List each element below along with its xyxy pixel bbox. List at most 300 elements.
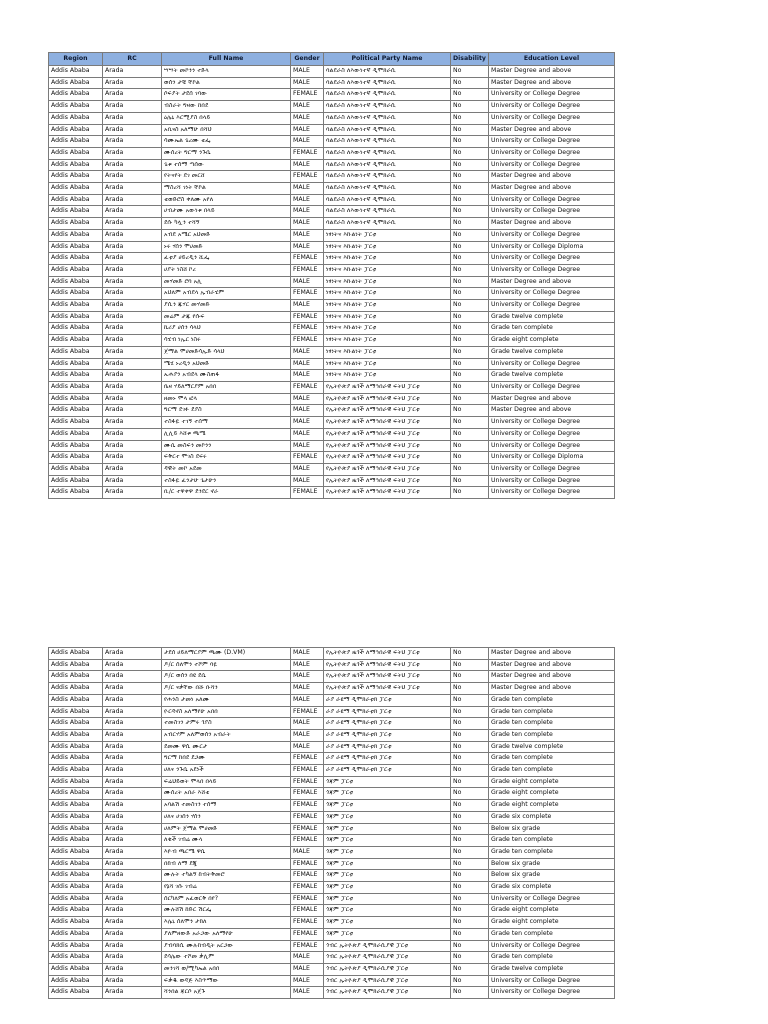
cell-political-party-name: ጎጃም ፓርቲ xyxy=(324,917,451,929)
table-row xyxy=(49,229,615,241)
cell-rc: Arada xyxy=(103,823,162,835)
cell-education-level: University or College Degree xyxy=(489,487,615,499)
cell-gender: FEMALE xyxy=(291,288,324,300)
cell-full-name: ሙሉት ተካልኝ ከብትቅመሮ xyxy=(162,870,291,882)
table-row xyxy=(49,417,615,429)
cell-political-party-name: ጎጃም ፓርቲ xyxy=(324,846,451,858)
cell-political-party-name: ነፃነትና እኩልነት ፓርቲ xyxy=(324,300,451,312)
cell-political-party-name: ነፃነትና እኩልነት ፓርቲ xyxy=(324,264,451,276)
cell-political-party-name: የኢትዮጵያ ዜጎች ለማኅበራዊ ፍትህ ፓርቲ xyxy=(324,417,451,429)
cell-rc: Arada xyxy=(103,788,162,800)
cell-full-name: ኡሐያን አብደላ ሙስጠፋ xyxy=(162,370,291,382)
cell-education-level: University or College Degree xyxy=(489,940,615,952)
cell-gender: MALE xyxy=(291,729,324,741)
cell-education-level: Grade twelve complete xyxy=(489,963,615,975)
cell-rc: Arada xyxy=(103,917,162,929)
cell-region: Addis Ababa xyxy=(49,706,103,718)
header-education-level: Education Level xyxy=(489,53,615,66)
cell-gender: MALE xyxy=(291,241,324,253)
cell-education-level: University or College Diploma xyxy=(489,241,615,253)
cell-political-party-name: የኢትዮጵያ ዜጎች ለማኅበራዊ ፍትህ ፓርቲ xyxy=(324,487,451,499)
cell-region: Addis Ababa xyxy=(49,671,103,683)
cell-education-level: Grade twelve complete xyxy=(489,741,615,753)
header-political-party-name: Political Party Name xyxy=(324,53,451,66)
table-row xyxy=(49,835,615,847)
cell-education-level: Master Degree and above xyxy=(489,659,615,671)
table-row xyxy=(49,335,615,347)
cell-rc: Arada xyxy=(103,718,162,730)
cell-disability: No xyxy=(451,741,489,753)
cell-disability: No xyxy=(451,987,489,999)
cell-education-level: Grade ten complete xyxy=(489,718,615,730)
cell-full-name: ሳሂብ ነኢር ነስሩ xyxy=(162,335,291,347)
cell-political-party-name: ነፃነትና እኩልነት ፓርቲ xyxy=(324,346,451,358)
cell-rc: Arada xyxy=(103,124,162,136)
cell-disability: No xyxy=(451,963,489,975)
cell-disability: No xyxy=(451,765,489,777)
cell-region: Addis Ababa xyxy=(49,987,103,999)
cell-full-name: የትናየት ደገ መርሸ xyxy=(162,171,291,183)
cell-rc: Arada xyxy=(103,276,162,288)
cell-education-level: Master Degree and above xyxy=(489,171,615,183)
cell-education-level: Below six grade xyxy=(489,858,615,870)
table-row xyxy=(49,452,615,464)
cell-political-party-name: ጎጃም ፓርቲ xyxy=(324,893,451,905)
cell-rc: Arada xyxy=(103,975,162,987)
cell-region: Addis Ababa xyxy=(49,159,103,171)
table-row xyxy=(49,671,615,683)
cell-education-level: Grade ten complete xyxy=(489,928,615,940)
cell-education-level: Grade eight complete xyxy=(489,800,615,812)
cell-political-party-name: ራያ ራዩማ ዲሞክራቲክ ፓርቲ xyxy=(324,729,451,741)
cell-gender: MALE xyxy=(291,440,324,452)
cell-disability: No xyxy=(451,811,489,823)
cell-disability: No xyxy=(451,776,489,788)
table-row xyxy=(49,171,615,183)
cell-disability: No xyxy=(451,159,489,171)
cell-rc: Arada xyxy=(103,846,162,858)
cell-education-level: Grade six complete xyxy=(489,882,615,894)
cell-political-party-name: ባልደራስ ለእውነተኛ ዲሞክራሲ xyxy=(324,194,451,206)
cell-rc: Arada xyxy=(103,77,162,89)
cell-rc: Arada xyxy=(103,229,162,241)
table-row xyxy=(49,800,615,812)
cell-political-party-name: ባልደራስ ለእውነተኛ ዲሞክራሲ xyxy=(324,66,451,78)
cell-education-level: Grade ten complete xyxy=(489,729,615,741)
cell-full-name: ሊሊይ እሸቱ ጫሜ xyxy=(162,428,291,440)
cell-region: Addis Ababa xyxy=(49,846,103,858)
cell-region: Addis Ababa xyxy=(49,253,103,265)
table-row xyxy=(49,870,615,882)
cell-rc: Arada xyxy=(103,253,162,265)
cell-region: Addis Ababa xyxy=(49,311,103,323)
cell-political-party-name: ጎጃም ፓርቲ xyxy=(324,858,451,870)
cell-education-level: Master Degree and above xyxy=(489,393,615,405)
cell-gender: FEMALE xyxy=(291,811,324,823)
cell-political-party-name: ጎጃም ፓርቲ xyxy=(324,905,451,917)
cell-disability: No xyxy=(451,288,489,300)
cell-full-name: አቢናስ አለማሁ በሻህ xyxy=(162,124,291,136)
cell-education-level: Master Degree and above xyxy=(489,276,615,288)
table-row xyxy=(49,241,615,253)
cell-political-party-name: የኢትዮጵያ ዜጎች ለማኅበራዊ ፍትህ ፓርቲ xyxy=(324,440,451,452)
cell-gender: FEMALE xyxy=(291,706,324,718)
cell-rc: Arada xyxy=(103,671,162,683)
cell-region: Addis Ababa xyxy=(49,917,103,929)
table-row xyxy=(49,300,615,312)
cell-rc: Arada xyxy=(103,659,162,671)
cell-full-name: ዕሌኒ እርሚያስ በላይ xyxy=(162,112,291,124)
table-row xyxy=(49,159,615,171)
table-row xyxy=(49,648,615,660)
table-row xyxy=(49,101,615,113)
cell-education-level: Master Degree and above xyxy=(489,683,615,695)
cell-gender: FEMALE xyxy=(291,171,324,183)
cell-full-name: ሀያት ነስሸ ኮረ xyxy=(162,264,291,276)
cell-gender: FEMALE xyxy=(291,381,324,393)
table-row xyxy=(49,706,615,718)
cell-disability: No xyxy=(451,648,489,660)
cell-rc: Arada xyxy=(103,475,162,487)
cell-rc: Arada xyxy=(103,206,162,218)
cell-political-party-name: የኢትዮጵያ ዜጎች ለማኅበራዊ ፍትህ ፓርቲ xyxy=(324,683,451,695)
cell-rc: Arada xyxy=(103,800,162,812)
cell-political-party-name: ጎጃም ፓርቲ xyxy=(324,811,451,823)
table-row xyxy=(49,428,615,440)
cell-gender: FEMALE xyxy=(291,858,324,870)
cell-gender: MALE xyxy=(291,428,324,440)
cell-disability: No xyxy=(451,870,489,882)
cell-education-level: University or College Degree xyxy=(489,264,615,276)
cell-disability: No xyxy=(451,428,489,440)
header-full-name: Full Name xyxy=(162,53,291,66)
cell-full-name: ፍቅርተ ሞገስ ደፍሩ xyxy=(162,452,291,464)
cell-disability: No xyxy=(451,729,489,741)
cell-gender: MALE xyxy=(291,136,324,148)
cell-political-party-name: ራያ ራዩማ ዲሞክራቲክ ፓርቲ xyxy=(324,741,451,753)
cell-full-name: ግርማ ደገፉ ደያስ xyxy=(162,405,291,417)
table-row xyxy=(49,905,615,917)
cell-political-party-name: የኢትዮጵያ ዜጎች ለማኅበራዊ ፍትህ ፓርቲ xyxy=(324,452,451,464)
cell-disability: No xyxy=(451,381,489,393)
cell-education-level: Grade ten complete xyxy=(489,753,615,765)
table-row xyxy=(49,89,615,101)
cell-rc: Arada xyxy=(103,311,162,323)
table-row xyxy=(49,963,615,975)
cell-disability: No xyxy=(451,66,489,78)
cell-gender: FEMALE xyxy=(291,253,324,265)
cell-education-level: Grade six complete xyxy=(489,811,615,823)
cell-disability: No xyxy=(451,77,489,89)
table-row xyxy=(49,276,615,288)
cell-gender: FEMALE xyxy=(291,264,324,276)
cell-full-name: እሌኒ ሰለሞን ታከለ xyxy=(162,917,291,929)
cell-region: Addis Ababa xyxy=(49,206,103,218)
cell-education-level: Master Degree and above xyxy=(489,183,615,195)
table-row xyxy=(49,823,615,835)
cell-education-level: University or College Degree xyxy=(489,159,615,171)
cell-gender: MALE xyxy=(291,952,324,964)
table-row xyxy=(49,846,615,858)
cell-political-party-name: ነፃነትና እኩልነት ፓርቲ xyxy=(324,323,451,335)
cell-rc: Arada xyxy=(103,428,162,440)
cell-full-name: ቴወድሮስ ቀለሙ አየለ xyxy=(162,194,291,206)
cell-region: Addis Ababa xyxy=(49,183,103,195)
table-row xyxy=(49,776,615,788)
cell-full-name: ደሳሌው ተሾመ ቃሊም xyxy=(162,952,291,964)
cell-disability: No xyxy=(451,101,489,113)
cell-political-party-name: የኢትዮጵያ ዜጎች ለማኅበራዊ ፍትህ ፓርቲ xyxy=(324,475,451,487)
cell-region: Addis Ababa xyxy=(49,648,103,660)
cell-disability: No xyxy=(451,975,489,987)
cell-education-level: University or College Degree xyxy=(489,475,615,487)
cell-disability: No xyxy=(451,905,489,917)
cell-rc: Arada xyxy=(103,729,162,741)
cell-region: Addis Ababa xyxy=(49,788,103,800)
cell-rc: Arada xyxy=(103,112,162,124)
cell-rc: Arada xyxy=(103,487,162,499)
cell-gender: MALE xyxy=(291,987,324,999)
cell-disability: No xyxy=(451,718,489,730)
cell-rc: Arada xyxy=(103,393,162,405)
cell-gender: MALE xyxy=(291,112,324,124)
cell-gender: FEMALE xyxy=(291,893,324,905)
cell-disability: No xyxy=(451,928,489,940)
cell-full-name: ሀብታሙ አውነቱ በላይ xyxy=(162,206,291,218)
cell-region: Addis Ababa xyxy=(49,335,103,347)
table-row xyxy=(49,218,615,230)
cell-rc: Arada xyxy=(103,928,162,940)
cell-political-party-name: ጎጃም ፓርቲ xyxy=(324,882,451,894)
cell-education-level: University or College Degree xyxy=(489,893,615,905)
cell-disability: No xyxy=(451,835,489,847)
cell-rc: Arada xyxy=(103,264,162,276)
cell-disability: No xyxy=(451,858,489,870)
cell-full-name: ጌቱ ተሰማ ጣሰው xyxy=(162,159,291,171)
cell-education-level: Grade ten complete xyxy=(489,694,615,706)
cell-disability: No xyxy=(451,171,489,183)
cell-gender: MALE xyxy=(291,218,324,230)
cell-political-party-name: ባልደራስ ለእውነተኛ ዲሞክራሲ xyxy=(324,136,451,148)
cell-rc: Arada xyxy=(103,218,162,230)
cell-region: Addis Ababa xyxy=(49,405,103,417)
cell-education-level: University or College Degree xyxy=(489,288,615,300)
cell-political-party-name: ራያ ራዩማ ዲሞክራቲክ ፓርቲ xyxy=(324,694,451,706)
cell-gender: FEMALE xyxy=(291,89,324,101)
cell-gender: FEMALE xyxy=(291,753,324,765)
cell-education-level: University or College Degree xyxy=(489,381,615,393)
cell-rc: Arada xyxy=(103,241,162,253)
cell-rc: Arada xyxy=(103,706,162,718)
cell-disability: No xyxy=(451,463,489,475)
table-row xyxy=(49,987,615,999)
cell-rc: Arada xyxy=(103,346,162,358)
cell-political-party-name: የኢትዮጵያ ዜጎች ለማኅበራዊ ፍትህ ፓርቲ xyxy=(324,671,451,683)
cell-rc: Arada xyxy=(103,741,162,753)
table-row xyxy=(49,370,615,382)
cell-region: Addis Ababa xyxy=(49,963,103,975)
cell-full-name: ሣሣት መኮንን ተድላ xyxy=(162,66,291,78)
cell-full-name: ሙሰረት ግርማ ንጉሴ xyxy=(162,147,291,159)
cell-education-level: Grade eight complete xyxy=(489,788,615,800)
cell-education-level: Grade twelve complete xyxy=(489,370,615,382)
cell-gender: MALE xyxy=(291,101,324,113)
cell-rc: Arada xyxy=(103,183,162,195)
cell-full-name: ዶ/ር ናቃቸው በሹ ቡሻን xyxy=(162,683,291,695)
cell-gender: MALE xyxy=(291,358,324,370)
table-row xyxy=(49,729,615,741)
table-row xyxy=(49,952,615,964)
table-row xyxy=(49,112,615,124)
cell-region: Addis Ababa xyxy=(49,218,103,230)
table-row xyxy=(49,288,615,300)
cell-disability: No xyxy=(451,229,489,241)
table-row xyxy=(49,206,615,218)
cell-full-name: ተስፋዬ ተገኝ ተሰማ xyxy=(162,417,291,429)
cell-gender: MALE xyxy=(291,718,324,730)
cell-region: Addis Ababa xyxy=(49,765,103,777)
cell-full-name: ቢ/ር ተዋቀዋ ደንደር ኖራ xyxy=(162,487,291,499)
cell-education-level: University or College Diploma xyxy=(489,452,615,464)
cell-region: Addis Ababa xyxy=(49,346,103,358)
table-row xyxy=(49,346,615,358)
cell-disability: No xyxy=(451,276,489,288)
cell-full-name: መሬም ታጁ የሱፍ xyxy=(162,311,291,323)
cell-region: Addis Ababa xyxy=(49,171,103,183)
table-row xyxy=(49,659,615,671)
cell-full-name: መሃመድ ሮባ አሊ xyxy=(162,276,291,288)
cell-political-party-name: የኢትዮጵያ ዜጎች ለማኅበራዊ ፍትህ ፓርቲ xyxy=(324,381,451,393)
cell-political-party-name: ጎብር ኢትዮጵያ ዲሞክራሲያዊ ፓርቲ xyxy=(324,975,451,987)
cell-disability: No xyxy=(451,952,489,964)
cell-full-name: ኑሩ ሃሰን ሞሀመድ xyxy=(162,241,291,253)
table-row xyxy=(49,683,615,695)
cell-disability: No xyxy=(451,89,489,101)
table-row xyxy=(49,917,615,929)
cell-full-name: ሻንበል ጃርሶ አጀጉ xyxy=(162,987,291,999)
cell-region: Addis Ababa xyxy=(49,381,103,393)
table-row xyxy=(49,928,615,940)
cell-region: Addis Ababa xyxy=(49,940,103,952)
cell-political-party-name: ራያ ራዩማ ዲሞክራቲክ ፓርቲ xyxy=(324,718,451,730)
cell-disability: No xyxy=(451,218,489,230)
cell-education-level: Master Degree and above xyxy=(489,124,615,136)
cell-gender: MALE xyxy=(291,963,324,975)
cell-political-party-name: ጎጃም ፓርቲ xyxy=(324,800,451,812)
cell-region: Addis Ababa xyxy=(49,475,103,487)
table-row xyxy=(49,147,615,159)
cell-full-name: የሐንስ ታመነ አለሙ xyxy=(162,694,291,706)
header-row xyxy=(49,53,615,66)
cell-region: Addis Ababa xyxy=(49,276,103,288)
cell-disability: No xyxy=(451,706,489,718)
cell-political-party-name: የኢትዮጵያ ዜጎች ለማኅበራዊ ፍትህ ፓርቲ xyxy=(324,428,451,440)
cell-disability: No xyxy=(451,753,489,765)
cell-region: Addis Ababa xyxy=(49,264,103,276)
cell-region: Addis Ababa xyxy=(49,194,103,206)
cell-rc: Arada xyxy=(103,893,162,905)
cell-region: Addis Ababa xyxy=(49,487,103,499)
table-row xyxy=(49,381,615,393)
header-region: Region xyxy=(49,53,103,66)
cell-political-party-name: ጎጃም ፓርቲ xyxy=(324,776,451,788)
cell-political-party-name: ነፃነትና እኩልነት ፓርቲ xyxy=(324,229,451,241)
cell-political-party-name: ባልደራስ ለእውነተኛ ዲሞክራሲ xyxy=(324,147,451,159)
cell-education-level: Master Degree and above xyxy=(489,77,615,89)
cell-gender: MALE xyxy=(291,124,324,136)
cell-gender: MALE xyxy=(291,846,324,858)
cell-rc: Arada xyxy=(103,452,162,464)
cell-gender: MALE xyxy=(291,370,324,382)
cell-disability: No xyxy=(451,788,489,800)
cell-full-name: ግርማ ከበደ ደጋሙ xyxy=(162,753,291,765)
cell-region: Addis Ababa xyxy=(49,241,103,253)
cell-disability: No xyxy=(451,112,489,124)
cell-political-party-name: ጎብር ኢትዮጵያ ዲሞክራሲያዊ ፓርቲ xyxy=(324,987,451,999)
cell-disability: No xyxy=(451,241,489,253)
cell-region: Addis Ababa xyxy=(49,882,103,894)
cell-full-name: አባልሽ ተመስገን ተሰማ xyxy=(162,800,291,812)
cell-full-name: ዶ/ር ሰለሞን ተሾም ባዬ xyxy=(162,659,291,671)
cell-full-name: የኔሻ ገሱ ገብሬ xyxy=(162,882,291,894)
cell-region: Addis Ababa xyxy=(49,975,103,987)
cell-education-level: Grade ten complete xyxy=(489,765,615,777)
cell-education-level: University or College Degree xyxy=(489,428,615,440)
table-row xyxy=(49,765,615,777)
cell-region: Addis Ababa xyxy=(49,393,103,405)
cell-education-level: University or College Degree xyxy=(489,147,615,159)
cell-disability: No xyxy=(451,370,489,382)
cell-gender: MALE xyxy=(291,475,324,487)
cell-full-name: ያብባክሲ ሙሉከብዲት አርጋው xyxy=(162,940,291,952)
cell-education-level: Master Degree and above xyxy=(489,648,615,660)
cell-disability: No xyxy=(451,335,489,347)
cell-rc: Arada xyxy=(103,776,162,788)
cell-rc: Arada xyxy=(103,300,162,312)
cell-disability: No xyxy=(451,124,489,136)
cell-disability: No xyxy=(451,253,489,265)
cell-rc: Arada xyxy=(103,811,162,823)
cell-gender: MALE xyxy=(291,77,324,89)
cell-full-name: ሶፍያት ታደሰ ገባው xyxy=(162,89,291,101)
cell-rc: Arada xyxy=(103,987,162,999)
cell-rc: Arada xyxy=(103,136,162,148)
cell-disability: No xyxy=(451,264,489,276)
cell-disability: No xyxy=(451,800,489,812)
cell-gender: MALE xyxy=(291,194,324,206)
cell-region: Addis Ababa xyxy=(49,112,103,124)
cell-region: Addis Ababa xyxy=(49,288,103,300)
cell-full-name: ደሱ ካሏን ተሻኝ xyxy=(162,218,291,230)
cell-region: Addis Ababa xyxy=(49,811,103,823)
cell-full-name: ቤዛ ሃይለማርያም አበበ xyxy=(162,381,291,393)
cell-full-name: ሰርካለም አፈወርቅ በየ? xyxy=(162,893,291,905)
cell-rc: Arada xyxy=(103,683,162,695)
cell-disability: No xyxy=(451,300,489,312)
cell-disability: No xyxy=(451,893,489,905)
cell-gender: FEMALE xyxy=(291,905,324,917)
cell-political-party-name: ነፃነትና እኩልነት ፓርቲ xyxy=(324,276,451,288)
table-row xyxy=(49,694,615,706)
cell-disability: No xyxy=(451,671,489,683)
cell-education-level: Grade eight complete xyxy=(489,335,615,347)
cell-gender: MALE xyxy=(291,300,324,312)
header-gender: Gender xyxy=(291,53,324,66)
cell-disability: No xyxy=(451,183,489,195)
cell-region: Addis Ababa xyxy=(49,823,103,835)
cell-full-name: ሙሴ መስፍን መኮንን xyxy=(162,440,291,452)
cell-gender: FEMALE xyxy=(291,940,324,952)
